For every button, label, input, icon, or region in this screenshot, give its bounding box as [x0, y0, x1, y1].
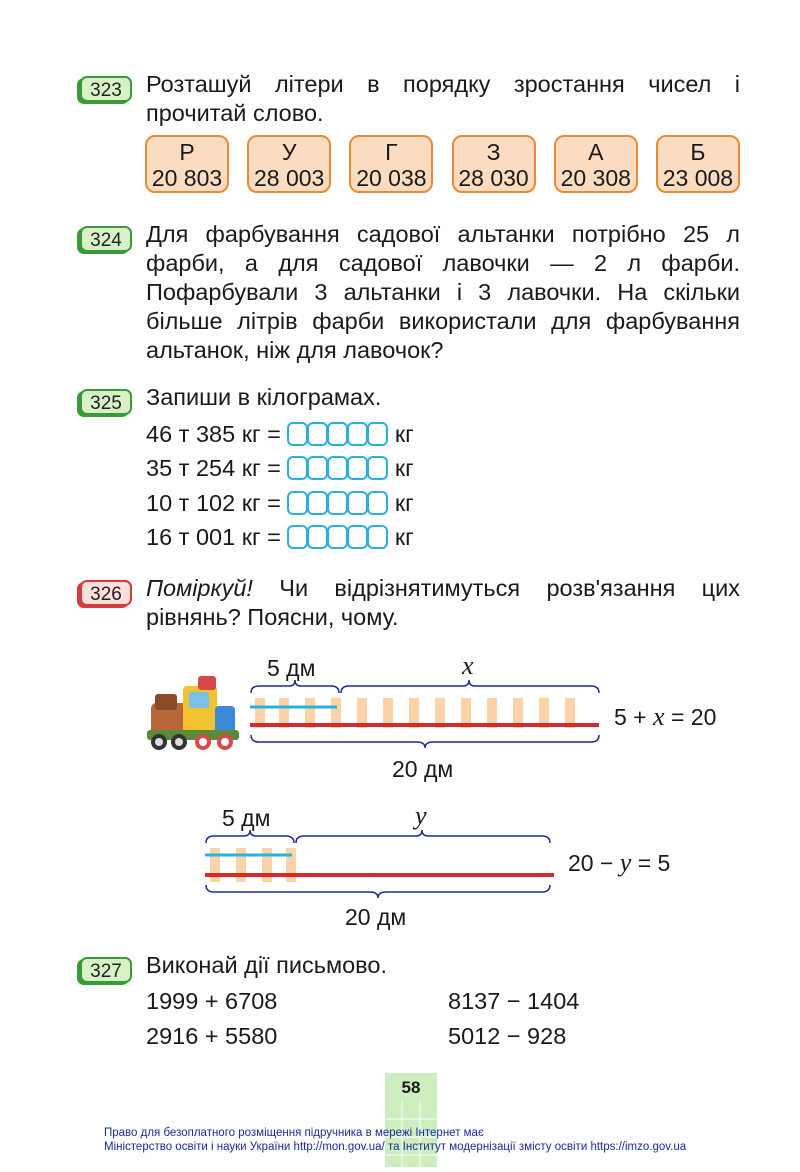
task-327 [80, 952, 740, 987]
task-text: Запиши в кілограмах. [146, 384, 382, 410]
answer-boxes[interactable] [287, 491, 387, 515]
task-number-badge: 326 [80, 580, 132, 606]
conversion-row [146, 522, 414, 552]
conversion-row [146, 419, 414, 449]
total-length-label: 20 дм [345, 904, 407, 930]
task-326 [80, 575, 740, 640]
mass-expression: 35 т 254 кг = [146, 455, 281, 481]
task-question: Чи відрізнятимуться розв'язання цих рівнянь? Поясни, чому. [146, 575, 740, 630]
unit-label: кг [394, 421, 414, 447]
answer-boxes[interactable] [287, 422, 387, 446]
letter-card [554, 135, 638, 193]
unknown-variable: y [415, 801, 427, 830]
mass-expression: 10 т 102 кг = [146, 490, 281, 516]
train-icon [143, 668, 243, 753]
letter-card [247, 135, 331, 193]
task-number-badge: 323 [80, 76, 132, 102]
total-length-label: 20 дм [392, 756, 454, 782]
conversion-row [146, 453, 414, 483]
task-text: Виконай дії письмово. [146, 952, 388, 978]
card-number: 28 030 [458, 165, 529, 191]
task-text: Розташуй літери в порядку зростання чисел і прочитай слово. [146, 71, 740, 126]
eq-part: 20 − [568, 850, 620, 876]
letter-card [656, 135, 740, 193]
card-letter: А [588, 139, 604, 165]
answer-boxes[interactable] [287, 456, 387, 480]
conversion-row [146, 488, 414, 518]
calc-expression: 2916 + 5580 [146, 1023, 278, 1049]
answer-boxes[interactable] [287, 525, 387, 549]
card-number: 20 803 [151, 165, 223, 191]
task-text: Для фарбування садової альтанки потрібно 25 л фарби, а для садової лавочки — 2 л фарби. Пофарбували 3 альтанки і 3 лавочки. На скільки більше літрів фарби використали для фарбування альтанок, ніж для лавочок? [146, 221, 740, 363]
eq-variable: y [619, 848, 632, 877]
mass-expression: 46 т 385 кг = [146, 421, 281, 447]
think-emphasis: Поміркуй! [146, 575, 253, 601]
unknown-variable: x [462, 651, 474, 680]
footer-line-1: Право для безоплатного розміщення підручника в мережі Інтернет має [104, 1127, 484, 1139]
letter-card [349, 135, 433, 193]
calc-expression: 8137 − 1404 [448, 988, 580, 1014]
card-number: 23 008 [662, 165, 734, 191]
eq-variable: x [653, 702, 665, 731]
card-number: 20 038 [356, 165, 427, 191]
card-letter: Г [385, 139, 398, 165]
rail-diagram-1 [245, 680, 605, 755]
eq-part: 5 + [614, 704, 654, 730]
eq-part: = 20 [664, 704, 717, 730]
task-text [146, 574, 740, 632]
card-letter: У [281, 139, 297, 165]
unit-label: кг [394, 490, 414, 516]
task-number-badge: 325 [80, 389, 132, 415]
card-letter: З [486, 139, 501, 165]
card-number: 20 308 [560, 165, 631, 191]
unit-label: кг [394, 524, 414, 550]
part-length-label: 5 дм [222, 805, 271, 831]
card-letter: Б [690, 139, 706, 165]
calc-expression: 1999 + 6708 [146, 988, 278, 1014]
rail-diagram-2 [200, 830, 560, 905]
task-324 [80, 221, 740, 366]
task-325 [80, 384, 740, 419]
task-number-badge: 324 [80, 226, 132, 252]
calc-expression: 5012 − 928 [448, 1023, 567, 1049]
task-number-badge: 327 [80, 957, 132, 983]
equation [614, 702, 716, 732]
footer-line-2: Міністерство освіти і науки України http://mon.gov.ua/ та Інститут модернізації змісту освіти https://imzo.gov.ua [104, 1141, 687, 1153]
card-letter: Р [179, 139, 195, 165]
mass-expression: 16 т 001 кг = [146, 524, 281, 550]
letter-card [452, 135, 536, 193]
card-number: 28 003 [254, 165, 325, 191]
letter-card [145, 135, 229, 193]
part-length-label: 5 дм [267, 655, 316, 681]
page-number: 58 [401, 1078, 421, 1097]
eq-part: = 5 [631, 850, 671, 876]
unit-label: кг [394, 455, 414, 481]
letter-cards [145, 135, 740, 193]
equation [568, 848, 670, 878]
